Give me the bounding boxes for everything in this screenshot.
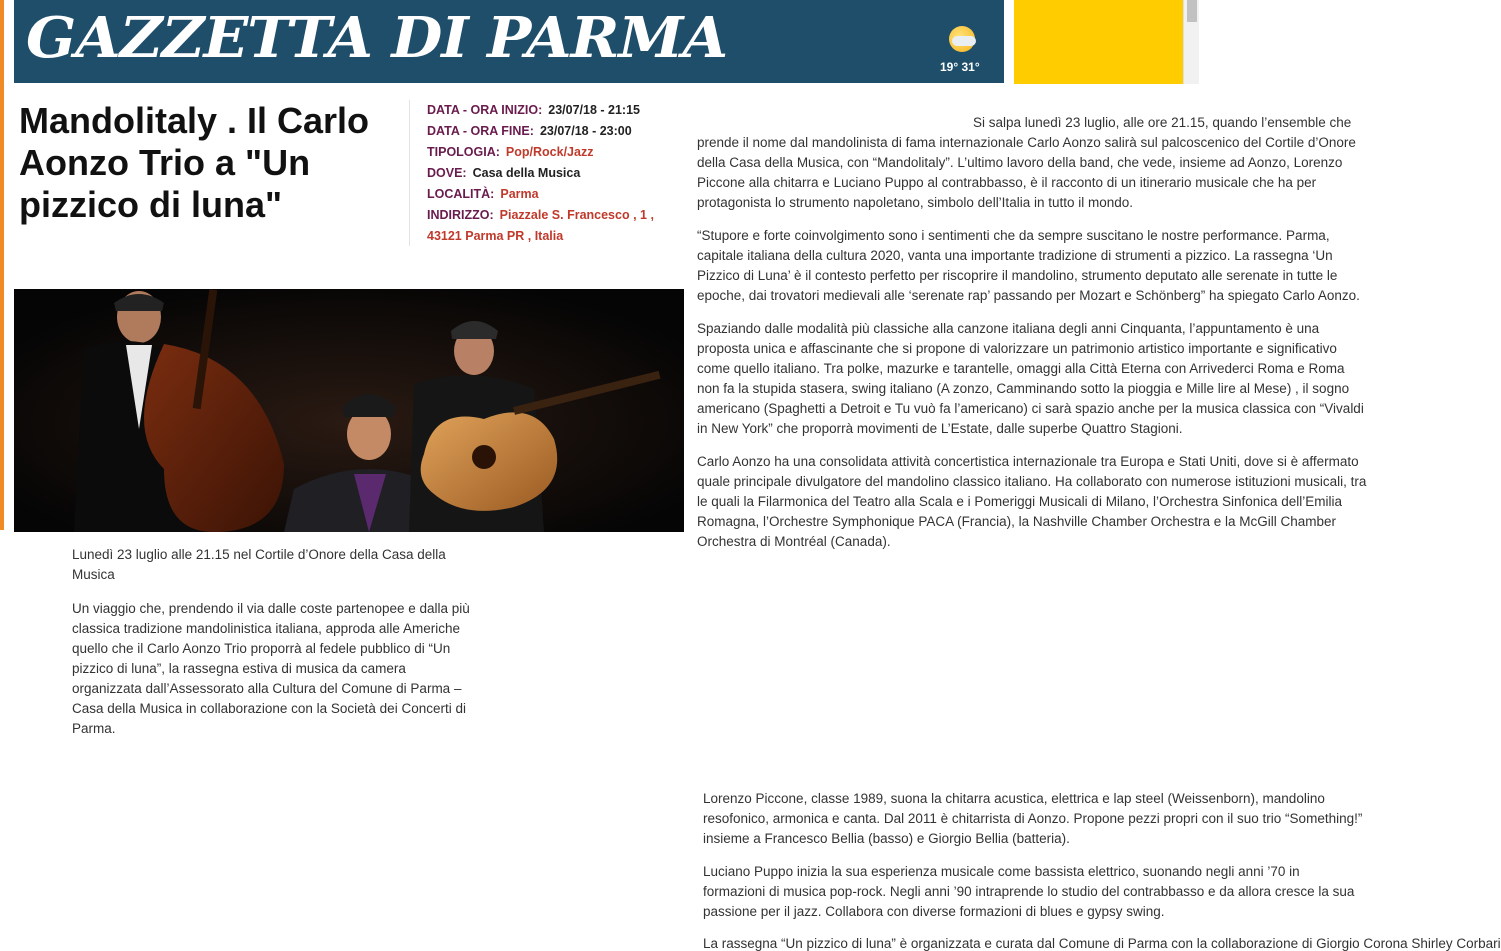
article-paragraph-partial: [703, 934, 1501, 951]
iframe-scrollbar[interactable]: [1183, 0, 1199, 84]
article-paragraph: Si salpa lunedì 23 luglio, alle ore 21.15, quando l’ensemble che prende il nome dal mandolinista di fama internazionale Carlo Aonzo salirà sul palcoscenico del Cortile d’Onore della Casa della Musica, con “Mandolitaly”. L’ultimo lavoro della band, che vede, insieme ad Aonzo, Lorenzo Piccone alla chitarra e Luciano Puppo al contrabbasso, è il racconto di un itinerario musicale che ha per protagonista lo strumento napoletano, simbolo dell’Italia in tutto il mondo.: [697, 115, 1356, 210]
detail-value: Casa della Musica: [472, 166, 581, 180]
advertisement-banner[interactable]: [1014, 0, 1183, 84]
detail-value: 23/07/18 - 21:15: [548, 103, 641, 117]
detail-start: [427, 100, 679, 121]
caption-paragraph: Un viaggio che, prendendo il via dalle coste partenopee e dalla più classica tradizione mandolinistica italiana, approda alle Americhe quello che il Carlo Aonzo Trio proporrà al fedele pubblico di “Un pizzico di luna”, la rassegna estiva di musica da camera organizzata dall’Assessorato alla Cultura del Comune di Parma – Casa della Musica in collaborazione con la Società dei Concerti di Parma.: [72, 601, 470, 736]
article-paragraph: Luciano Puppo inizia la sua esperienza musicale come bassista elettrico, suonando negli anni ’70 in formazioni di musica pop-rock. Negli anni ’90 intraprende lo studio del contrabbasso e da allora cresce la sua passione per il jazz. Collabora con diverse formazioni di blues e gypsy swing.: [703, 864, 1355, 919]
left-accent-bar: [0, 0, 4, 530]
detail-value[interactable]: Pop/Rock/Jazz: [505, 145, 594, 159]
detail-venue: [427, 163, 679, 184]
article-paragraph: Carlo Aonzo ha una consolidata attività concertistica internazionale tra Europa e Stati Uniti, dove si è affermato quale principale divulgatore del mandolino classico italiano. Ha collaborato con numerose istituzioni musicali, tra le quali la Filarmonica del Teatro alla Scala e i Pomeriggi Musicali di Milano, l’Orchestra Sinfonica dell’Emilia Romagna, l’Orchestre Symphonique PACA (Francia), la Nashville Chamber Orchestra e la McGill Chamber Orchestra di Montréal (Canada).: [697, 454, 1367, 549]
trio-photo-illustration: [14, 289, 684, 532]
detail-label: TIPOLOGIA:: [427, 145, 500, 159]
photo-caption: [72, 545, 472, 753]
partial-text: La rassegna “Un pizzico di luna” è organizzata e curata dal Comune di Parma con la collaborazione di Giorgio Corona Shirley Corbari: [703, 936, 1501, 951]
address-line-2[interactable]: 43121 Parma PR , Italia: [427, 229, 564, 243]
detail-type: [427, 142, 679, 163]
detail-label: DATA - ORA FINE:: [427, 124, 534, 138]
event-details: [409, 100, 679, 246]
detail-value[interactable]: Parma: [500, 187, 539, 201]
event-photo: [14, 289, 684, 532]
detail-value: 23/07/18 - 23:00: [539, 124, 632, 138]
scrollbar-thumb[interactable]: [1187, 0, 1197, 22]
site-logo[interactable]: GAZZETTA DI PARMA: [26, 5, 728, 71]
detail-label: LOCALITÀ:: [427, 187, 495, 201]
weather-widget[interactable]: [940, 22, 990, 74]
address-line-1[interactable]: Piazzale S. Francesco , 1 ,: [499, 208, 654, 222]
detail-label: DATA - ORA INIZIO:: [427, 103, 543, 117]
detail-address-cont: [427, 226, 679, 247]
event-title: Mandolitaly . Il Carlo Aonzo Trio a "Un pizzico di luna": [19, 100, 370, 225]
article-body-continued: [703, 789, 1363, 935]
masthead: [14, 0, 1004, 83]
article-paragraph: Spaziando dalle modalità più classiche alla canzone italiana degli anni Cinquanta, l’appuntamento è una proposta unica e affascinante che si propone di valorizzare un patrimonio artistico importante e significativo come quello italiano. Tra polke, mazurke e tarantelle, omaggi alla Città Eterna con Arrivederci Roma e Roma non fa la stupida stasera, swing italiano (A zonzo, Camminando sotto la pioggia e Mille lire al Mese) , il sogno americano (Spaghetti a Detroit e Tu vuò fa l’americano) ci sarà spazio anche per la musica classica con “Vivaldi in New York” che proporrà movimenti de L’Estate, dalle superbe Quattro Stagioni.: [697, 321, 1364, 436]
article-paragraph: “Stupore e forte coinvolgimento sono i sentimenti che da sempre suscitano le nostre performance. Parma, capitale italiana della cultura 2020, vanta una importante tradizione di strumenti a pizzico. La rassegna ‘Un Pizzico di Luna’ è il contesto perfetto per riscoprire il mandolino, strumento deputato alle serenate in tutte le epoche, dai trovatori medievali alle ‘serenate rap’ passando per Mozart e Schönberg” ha spiegato Carlo Aonzo.: [697, 228, 1360, 303]
weather-temperatures: 19° 31°: [940, 60, 980, 74]
detail-label: DOVE:: [427, 166, 467, 180]
detail-label: INDIRIZZO:: [427, 208, 494, 222]
detail-city: [427, 184, 679, 205]
detail-end: [427, 121, 679, 142]
article-body: [697, 113, 1369, 565]
caption-paragraph: Lunedì 23 luglio alle 21.15 nel Cortile d’Onore della Casa della Musica: [72, 547, 446, 582]
detail-address: [427, 205, 679, 226]
article-paragraph: Lorenzo Piccone, classe 1989, suona la chitarra acustica, elettrica e lap steel (Weissenborn), mandolino resofonico, armonica e canta. Dal 2011 è chitarrista di Aonzo. Propone pezzi propri con il suo trio “Something!” insieme a Francesco Bellia (basso) e Giorgio Bellia (batteria).: [703, 791, 1363, 846]
cloud-shape: [952, 36, 976, 46]
